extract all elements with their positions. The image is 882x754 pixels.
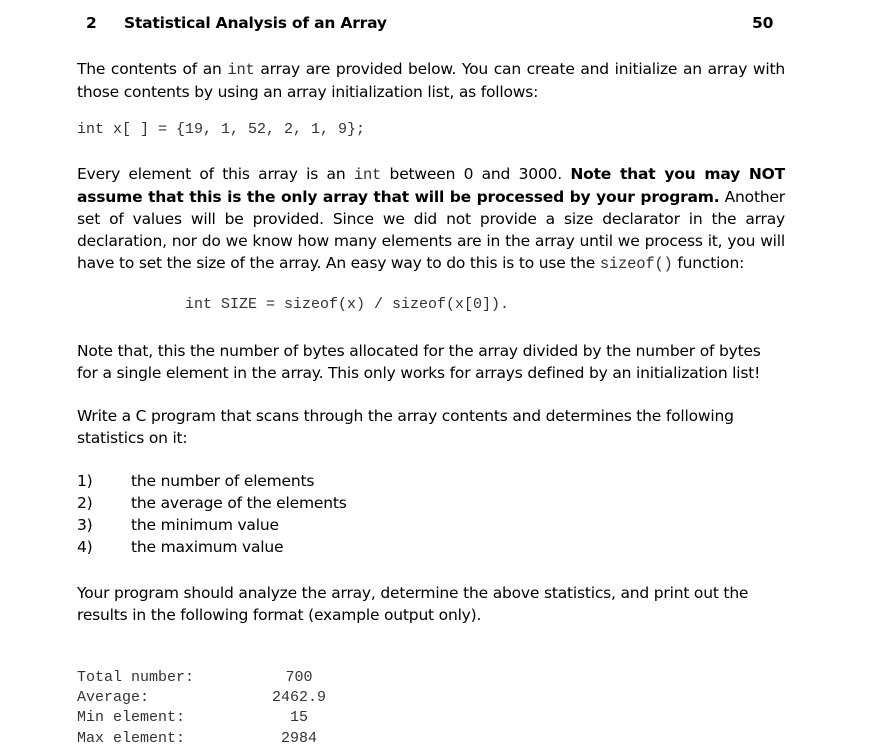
intro-text-b: array are provided below. You can create and initialize an array with those contents by using an array initialization list, as follows: [77,60,785,101]
list-item-number: 4) [77,538,93,556]
output-label: Average: [77,689,150,706]
bytes-note-paragraph: Note that, this the number of bytes allocated for the array divided by the number of bytes for a single element in the array. This only works for arrays defined by an initialization list! [77,342,761,382]
section-number: 2 [86,14,97,32]
output-value: 2984 [280,730,317,747]
list-item-text: the number of elements [131,472,315,490]
output-value: 2462.9 [271,689,326,706]
output-value: 15 [289,709,308,726]
code-size-formula: int SIZE = sizeof(x) / sizeof(x[0]). [185,296,510,313]
para2-sizeof-code: sizeof() [599,255,673,273]
para2-text-d: function: [672,254,745,272]
list-item-number: 2) [77,494,93,512]
para2-text-b: between 0 and 3000. [381,165,571,183]
list-item-number: 1) [77,472,93,490]
section-title: Statistical Analysis of an Array [124,14,387,32]
list-item-text: the average of the elements [131,494,347,512]
output-label: Min element: [77,709,186,726]
para2-text-a: Every element of this array is an [77,165,354,183]
intro-int-code: int [227,61,255,79]
list-item-number: 3) [77,516,93,534]
output-value: 700 [285,669,313,686]
code-array-init: int x[ ] = {19, 1, 52, 2, 1, 9}; [77,121,366,138]
output-format-paragraph: Your program should analyze the array, determine the above statistics, and print out the results in the following format (example output only). [77,584,749,624]
task-paragraph: Write a C program that scans through the array contents and determines the following statistics on it: [77,407,734,447]
intro-paragraph [77,58,785,103]
para2-int-code: int [353,166,382,184]
list-item-text: the maximum value [131,538,284,556]
array-size-paragraph [77,163,785,275]
para2-text-c: Another set of values will be provided. Since we did not provide a size declarator in the array declaration, nor do we know how many elements are in the array until we process it, you will have to set the size of the array. An easy way to do this is to use the [77,188,785,272]
output-label: Max element: [77,730,186,747]
intro-text-a: The contents of an [77,60,228,78]
output-label: Total number: [77,669,195,686]
section-points: 50 [752,14,774,32]
para2-bold-note: Note that you may NOT assume that this is the only array that will be processed by your program. [77,165,785,206]
list-item-text: the minimum value [131,516,279,534]
